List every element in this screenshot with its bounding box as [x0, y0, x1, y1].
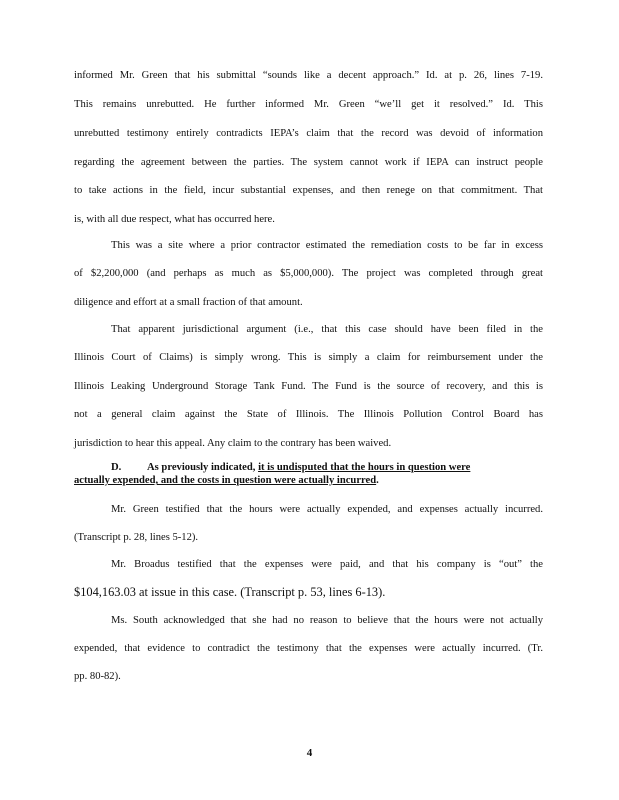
body-text-line: Illinois Court of Claims) is simply wrong. This is simply a claim for reimbursement under the [74, 352, 543, 363]
body-text-line: (Transcript p. 28, lines 5-12). [74, 532, 199, 543]
body-text-line: unrebutted testimony entirely contradicts IEPA’s claim that the record was devoid of information [74, 128, 543, 139]
body-text-line: regarding the agreement between the parties. The system cannot work if IEPA can instruct people [74, 157, 543, 168]
section-letter: D. [111, 462, 122, 473]
body-text-line: informed Mr. Green that his submittal “sounds like a decent approach.” Id. at p. 26, lines 7-19. [74, 70, 543, 81]
section-heading-period: . [376, 475, 379, 486]
section-heading-continued [74, 474, 543, 488]
body-text-line: jurisdiction to hear this appeal. Any claim to the contrary has been waived. [74, 438, 392, 449]
section-heading [74, 461, 543, 475]
body-text-line: is, with all due respect, what has occurred here. [74, 214, 275, 225]
page-number: 4 [306, 747, 313, 759]
body-text-line: pp. 80-82). [74, 671, 121, 682]
body-text-line: Mr. Green testified that the hours were actually expended, and expenses actually incurred. [111, 504, 543, 515]
body-text-line: This remains unrebutted. He further informed Mr. Green “we’ll get it resolved.” Id. This [74, 99, 543, 110]
body-text-line: $104,163.03 at issue in this case. (Transcript p. 53, lines 6-13). [74, 585, 386, 599]
body-text-line: Illinois Leaking Underground Storage Tank Fund. The Fund is the source of recovery, and this is [74, 381, 543, 392]
body-text-line: Mr. Broadus testified that the expenses were paid, and that his company is “out” the [111, 559, 543, 570]
body-text-line: diligence and effort at a small fraction of that amount. [74, 297, 303, 308]
section-heading-lead: As previously indicated, [147, 462, 259, 473]
body-text-line: to take actions in the field, incur substantial expenses, and then renege on that commitment. That [74, 185, 543, 196]
body-text-line: Ms. South acknowledged that she had no reason to believe that the hours were not actually [111, 615, 543, 626]
section-heading-underlined: it is undisputed that the hours in question were [258, 462, 471, 473]
body-text-line: of $2,200,000 (and perhaps as much as $5,000,000). The project was completed through great [74, 268, 543, 279]
section-heading-underlined: actually expended, and the costs in question were actually incurred [74, 475, 377, 486]
body-text-line: not a general claim against the State of Illinois. The Illinois Pollution Control Board has [74, 409, 543, 420]
body-text-line: This was a site where a prior contractor estimated the remediation costs to be far in excess [111, 240, 543, 251]
body-text-line: That apparent jurisdictional argument (i.e., that this case should have been filed in the [111, 324, 543, 335]
body-text-line: expended, that evidence to contradict the testimony that the expenses were actually incurred. (Tr. [74, 643, 543, 654]
